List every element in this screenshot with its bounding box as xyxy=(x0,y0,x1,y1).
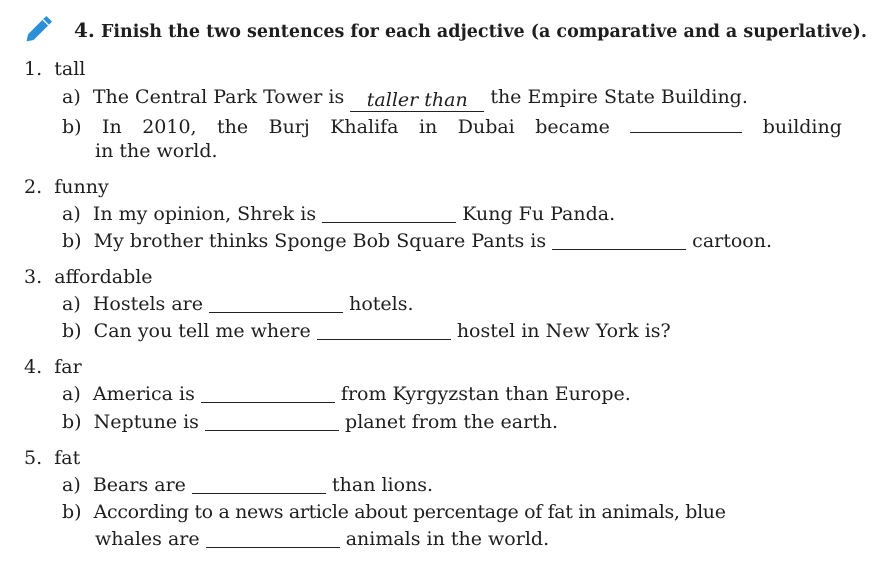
item-3a-sentence xyxy=(62,292,414,316)
sentence-text: building xyxy=(762,116,842,138)
sentence-text: cartoon. xyxy=(692,230,773,252)
sentence-label: b) xyxy=(62,320,82,342)
sentence-label: a) xyxy=(62,293,81,315)
item-adjective: fat xyxy=(54,447,81,469)
item-adjective: funny xyxy=(54,176,109,198)
sentence-text: Hostels are xyxy=(92,293,204,315)
answer-blank[interactable] xyxy=(205,410,339,431)
item-4a-sentence xyxy=(62,382,631,406)
answer-blank[interactable] xyxy=(209,292,343,313)
item-1b-continuation xyxy=(95,139,218,163)
sentence-text: In my opinion, Shrek is xyxy=(92,203,317,225)
pencil-icon xyxy=(22,10,58,46)
answer-blank[interactable] xyxy=(206,527,340,548)
exercise-header xyxy=(74,18,867,42)
sentence-word: Khalifa xyxy=(330,116,399,138)
item-1b-sentence xyxy=(62,112,842,139)
item-number: 1. xyxy=(24,58,43,80)
item-3b-sentence xyxy=(62,319,671,343)
sentence-text: hostel in New York is? xyxy=(456,320,671,342)
sentence-label: a) xyxy=(62,474,81,496)
item-adjective: affordable xyxy=(54,266,153,288)
sentence-text: Can you tell me where xyxy=(93,320,311,342)
sentence-word: in xyxy=(418,116,438,138)
sentence-word: became xyxy=(535,116,610,138)
item-1a-sentence xyxy=(62,85,748,112)
sentence-text: than lions. xyxy=(332,474,434,496)
item-adjective: far xyxy=(54,356,82,378)
sentence-word: Burj xyxy=(268,116,310,138)
sentence-text: The Central Park Tower is xyxy=(92,86,345,108)
item-5-heading xyxy=(24,446,80,470)
sentence-label: a) xyxy=(62,383,81,405)
item-5b-continuation xyxy=(95,527,549,551)
item-adjective: tall xyxy=(54,58,86,80)
sentence-label: a) xyxy=(62,86,81,108)
sentence-text: in the world. xyxy=(95,140,218,162)
item-2b-sentence xyxy=(62,229,772,253)
sentence-label: b) xyxy=(62,411,82,433)
item-5b-sentence xyxy=(62,500,842,524)
answer-blank[interactable] xyxy=(552,229,686,250)
item-number: 5. xyxy=(24,447,43,469)
item-5a-sentence xyxy=(62,473,433,497)
sentence-text: the Empire State Building. xyxy=(490,86,748,108)
sentence-label: b) xyxy=(62,116,82,138)
sentence-text: from Kyrgyzstan than Europe. xyxy=(340,383,631,405)
item-number: 2. xyxy=(24,176,43,198)
answer-blank[interactable] xyxy=(317,319,451,340)
item-3-heading xyxy=(24,265,153,289)
sentence-text: Kung Fu Panda. xyxy=(462,203,616,225)
item-4-heading xyxy=(24,355,82,379)
sentence-label: a) xyxy=(62,203,81,225)
sentence-text: My brother thinks Sponge Bob Square Pants is xyxy=(93,230,547,252)
sentence-label: b) xyxy=(62,230,82,252)
item-1-heading xyxy=(24,57,85,81)
item-number: 4. xyxy=(24,356,43,378)
sentence-text: whales are xyxy=(95,528,200,550)
sentence-text: Bears are xyxy=(92,474,186,496)
item-number: 3. xyxy=(24,266,43,288)
exercise-number: 4. xyxy=(74,18,95,42)
answer-text: taller than xyxy=(366,89,468,111)
answer-blank[interactable] xyxy=(322,202,456,223)
sentence-word: 2010, xyxy=(142,116,197,138)
item-2-heading xyxy=(24,175,109,199)
item-2a-sentence xyxy=(62,202,615,226)
answer-blank-filled[interactable] xyxy=(350,90,484,112)
answer-blank[interactable] xyxy=(192,473,326,494)
sentence-text: America is xyxy=(92,383,195,405)
answer-blank[interactable] xyxy=(630,112,742,133)
item-4b-sentence xyxy=(62,410,558,434)
sentence-word: the xyxy=(217,116,249,138)
answer-blank[interactable] xyxy=(201,382,335,403)
sentence-text: planet from the earth. xyxy=(345,411,559,433)
sentence-text: According to a news article about percentage of fat in animals, blue xyxy=(93,501,726,523)
sentence-label: b) xyxy=(62,501,82,523)
exercise-instruction: Finish the two sentences for each adjective (a comparative and a superlative). xyxy=(100,22,867,42)
sentence-word: Dubai xyxy=(457,116,515,138)
sentence-word: In xyxy=(102,116,122,138)
sentence-text: animals in the world. xyxy=(345,528,550,550)
sentence-text: hotels. xyxy=(349,293,414,315)
sentence-text: Neptune is xyxy=(93,411,199,433)
